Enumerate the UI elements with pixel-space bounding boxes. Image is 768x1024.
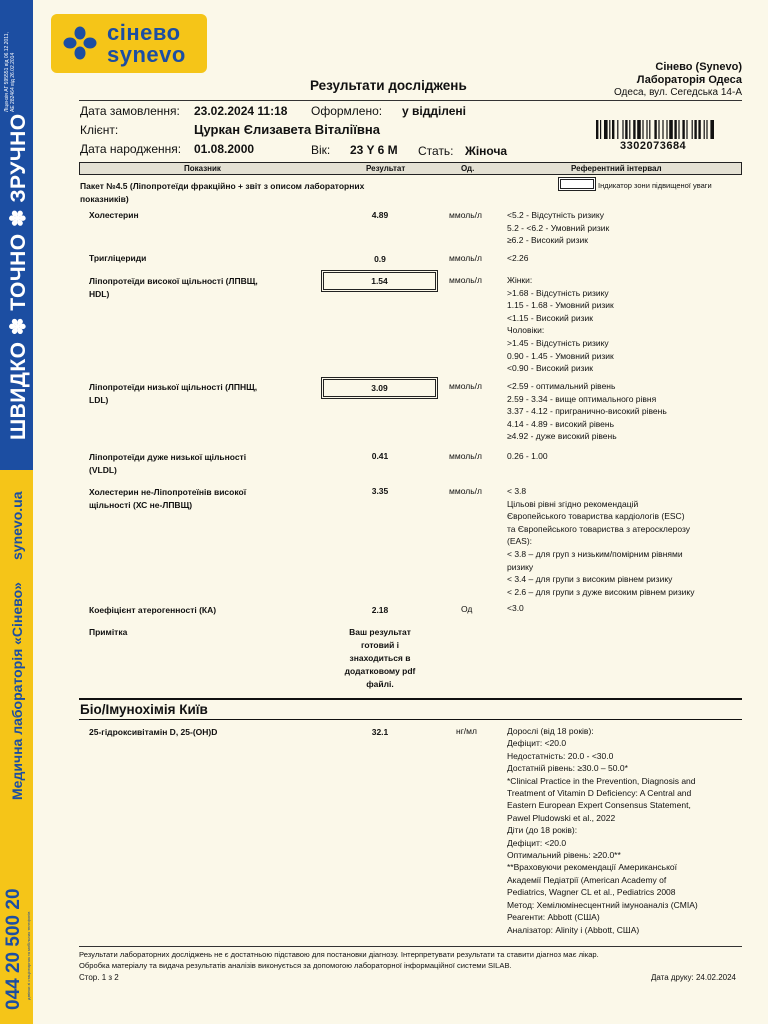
ref-line: ≥4.92 - дуже високий рівень: [507, 431, 617, 442]
footer-divider: [79, 946, 742, 947]
ref-line: (EAS):: [507, 536, 533, 547]
site-url: synevo.ua: [9, 491, 25, 560]
row-reference: [507, 602, 524, 615]
col-reference: Референтний інтервал: [571, 164, 662, 173]
row-name-line: (VLDL): [89, 464, 117, 475]
logo-text-latin: synevo: [107, 42, 186, 67]
ref-line: <2.59 - оптимальний рівень: [507, 381, 616, 391]
ref-line: Недостатність: 20.0 - <30.0: [507, 750, 614, 761]
row-name-line: Холестерин не-Ліпопротеїнів високої: [89, 487, 247, 497]
lab-branch: Лабораторія Одеса: [636, 74, 742, 86]
ref-line: Аналізатор: Alinity i (Abbott, США): [507, 924, 640, 935]
row-unit: Од: [461, 604, 473, 614]
license-line: АЕ 282464 від 26.02.2014: [10, 52, 16, 112]
row-name: [89, 209, 139, 222]
license-line: Ліцензія АГ 595551 від 06.12.2011,: [4, 32, 10, 112]
note-label: Примітка: [89, 627, 128, 637]
ref-line: Академії Педіатрії (American Academy of: [507, 874, 667, 885]
note-text: [330, 626, 430, 691]
ref-line: 3.37 - 4.12 - пригранично-високий рівень: [507, 406, 667, 417]
ref-line: та Європейського товариства з атеросклерозу: [507, 523, 691, 534]
ref-line: ≥6.2 - Високий ризик: [507, 235, 588, 246]
attention-indicator-box: [558, 177, 596, 191]
row-name-line: щільності (ХС не-ЛПВЩ): [89, 499, 193, 510]
ref-line: <0.90 - Високий ризик: [507, 363, 593, 374]
print-date: Дата друку: 24.02.2024: [650, 973, 736, 982]
medlab-name: Медична лабораторія «Сінево»: [9, 582, 25, 800]
note-line: знаходиться в: [349, 653, 411, 663]
section-divider: [79, 719, 742, 720]
ref-line: ризику: [507, 561, 534, 572]
lab-name: Сінево (Synevo): [655, 61, 742, 73]
phone-number: 044 20 500 20: [3, 888, 24, 1010]
row-name-line: Коефіцієнт атерогенності (КА): [89, 605, 217, 615]
ref-line: < 3.8: [507, 486, 527, 496]
page-number: Стор. 1 з 2: [79, 973, 119, 982]
dob-value: 01.08.2000: [194, 142, 255, 156]
ref-line: Достатній рівень: ≥30.0 – 50.0*: [507, 763, 628, 774]
ref-line: Eastern European Expert Consensus Statement,: [507, 800, 691, 811]
ref-line: Pawel Pludowski et al., 2022: [507, 812, 616, 823]
row-name-line: Тригліцериди: [89, 253, 147, 263]
ref-line: Діти (до 18 років):: [507, 825, 578, 836]
ref-line: 1.15 - 1.68 - Умовний ризик: [507, 300, 614, 311]
row-unit: ммоль/л: [449, 275, 482, 285]
row-name: [89, 381, 257, 406]
row-reference: [507, 450, 548, 463]
ref-line: Жінки:: [507, 275, 533, 285]
ref-line: 0.90 - 1.45 - Умовний ризик: [507, 350, 614, 361]
row-result: 4.89: [371, 210, 389, 220]
registered-label: Оформлено:: [311, 104, 383, 118]
sex-value: Жіноча: [465, 144, 508, 158]
row-name-line: Ліпопротеїди низької щільності (ЛПНЩ,: [89, 382, 258, 392]
ref-line: Оптимальний рівень: ≥20.0**: [507, 850, 621, 861]
row-name: [89, 486, 246, 511]
row-result: 32.1: [371, 727, 389, 737]
row-unit: ммоль/л: [449, 210, 482, 220]
row-unit: ммоль/л: [449, 253, 482, 263]
license-text: [4, 32, 16, 112]
ref-line: <2.26: [507, 253, 529, 263]
row-reference: [507, 209, 609, 247]
ref-line: Європейського товариства кардіологів (ESC): [507, 511, 685, 522]
order-date-label: Дата замовлення:: [80, 104, 180, 118]
footer-silab-note: Обробка матеріалу та видача результатів аналізів виконується за допомогою лабораторної інформаційної системи SILAB.: [79, 961, 512, 970]
sex-label: Стать:: [418, 144, 454, 158]
ref-line: Метод: Хемілюмінесцентний імуноаналіз (CMIA): [507, 899, 698, 910]
row-name-line: HDL): [89, 288, 110, 299]
ref-line: 2.59 - 3.34 - вище оптимального рівня: [507, 393, 657, 404]
row-name: [89, 275, 258, 300]
row-result: 2.18: [371, 605, 389, 615]
client-name: Цуркан Єлизавета Віталіївна: [194, 122, 380, 137]
package-title: [80, 180, 364, 205]
ref-line: Treatment of Vitamin D Deficiency: A Central and: [507, 788, 692, 799]
row-reference: [507, 725, 698, 936]
section-title: Біо/Імунохімія Київ: [80, 702, 208, 717]
section-divider: [79, 698, 742, 700]
row-result-flagged: 3.09: [321, 377, 438, 399]
ref-line: <1.15 - Високий ризик: [507, 312, 593, 323]
ref-line: Дефіцит: <20.0: [507, 738, 567, 749]
note-line: Ваш результат: [349, 627, 411, 637]
package-title-line: Пакет №4.5 (Ліпопротеїди фракційно + звіт з описом лабораторних: [80, 181, 365, 191]
ref-line: Дорослі (від 18 років):: [507, 726, 594, 736]
row-unit: нг/мл: [456, 726, 477, 736]
barcode-number: 3302073684: [620, 140, 687, 152]
package-title-line: показників): [80, 193, 129, 204]
slogan: ШВИДКО ✽ ТОЧНО ✽ ЗРУЧНО: [7, 113, 30, 440]
ref-line: Дефіцит: <20.0: [507, 837, 567, 848]
ref-line: < 2.6 – для групи з дуже високим рівнем ризику: [507, 586, 695, 597]
sidebar-stripe: [0, 0, 33, 1024]
row-name-line: Ліпопротеїди високої щільності (ЛПВЩ,: [89, 276, 258, 286]
ref-line: Цільові рівні згідно рекомендацій: [507, 498, 639, 509]
row-result: 0.9: [374, 254, 386, 264]
ref-line: Реагенти: Abbott (США): [507, 912, 600, 923]
row-unit: ммоль/л: [449, 451, 482, 461]
ref-line: *Clinical Practice in the Prevention, Diagnosis and: [507, 775, 696, 786]
flower-icon: [63, 26, 97, 60]
col-unit: Од.: [461, 164, 475, 173]
ref-line: <5.2 - Відсутність ризику: [507, 210, 604, 220]
row-unit: ммоль/л: [449, 486, 482, 496]
order-date: 23.02.2024 11:18: [194, 104, 288, 118]
client-label: Клієнт:: [80, 123, 119, 137]
note-line: готовий і: [360, 640, 400, 650]
lab-address: Одеса, вул. Сегедська 14-А: [614, 87, 742, 98]
registered-value: у відділені: [402, 104, 467, 118]
row-name-line: Ліпопротеїди дуже низької щільності: [89, 452, 247, 462]
row-reference: [507, 485, 694, 598]
dob-label: Дата народження:: [80, 142, 182, 156]
logo-text-cyrillic: сінево: [107, 20, 181, 45]
ref-line: 5.2 - <6.2 - Умовний ризик: [507, 222, 610, 233]
row-name: 25-гідроксивітамін D, 25-(OH)D: [89, 727, 218, 737]
row-name: [89, 252, 146, 265]
divider: [79, 100, 742, 101]
note-line: додатковому pdf: [344, 666, 416, 676]
document-title: Результати досліджень: [310, 78, 467, 93]
row-result: 0.41: [371, 451, 389, 461]
row-name-line: Холестерин: [89, 210, 139, 220]
ref-line: Pediatrics, Wagner CL et al., Pediatrics 2008: [507, 887, 676, 898]
ref-line: < 3.4 – для групи з високим рівнем ризику: [507, 574, 673, 585]
footer-disclaimer: Результати лабораторних досліджень не є достатньою підставою для постановки діагнозу. Інтерпретувати результати та ставити діагноз має лікар.: [79, 950, 599, 959]
row-result: 3.35: [371, 486, 389, 496]
col-indicator: Показник: [184, 164, 221, 173]
ref-line: 4.14 - 4.89 - високий рівень: [507, 418, 614, 429]
ref-line: <3.0: [507, 603, 524, 613]
row-reference: [507, 252, 529, 265]
note-line: файлі.: [366, 679, 394, 689]
table-header: [79, 162, 742, 175]
barcode: [596, 120, 742, 139]
col-result: Результат: [366, 164, 406, 173]
synevo-logo: [51, 14, 207, 73]
row-unit: ммоль/л: [449, 381, 482, 391]
row-reference: [507, 380, 667, 443]
ref-line: **Враховуючи рекомендації Американської: [507, 862, 677, 873]
row-name: [89, 604, 216, 617]
ref-line: >1.68 - Відсутність ризику: [507, 287, 609, 298]
row-name-line: LDL): [89, 394, 109, 405]
phone-note: дзвінки зі стаціонарних та мобільних телефонів: [26, 911, 31, 1000]
ref-line: Чоловіки:: [507, 325, 545, 336]
row-name: [89, 451, 246, 476]
ref-line: >1.45 - Відсутність ризику: [507, 337, 609, 348]
row-result-flagged: 1.54: [321, 270, 438, 292]
age-label: Вік:: [311, 143, 331, 157]
attention-indicator-label: Індикатор зони підвищеної уваги: [598, 181, 712, 190]
ref-line: 0.26 - 1.00: [507, 451, 548, 461]
row-reference: [507, 274, 614, 375]
age-value: 23 Y 6 M: [350, 143, 398, 157]
ref-line: < 3.8 – для груп з низьким/помірним рівнями: [507, 548, 683, 559]
